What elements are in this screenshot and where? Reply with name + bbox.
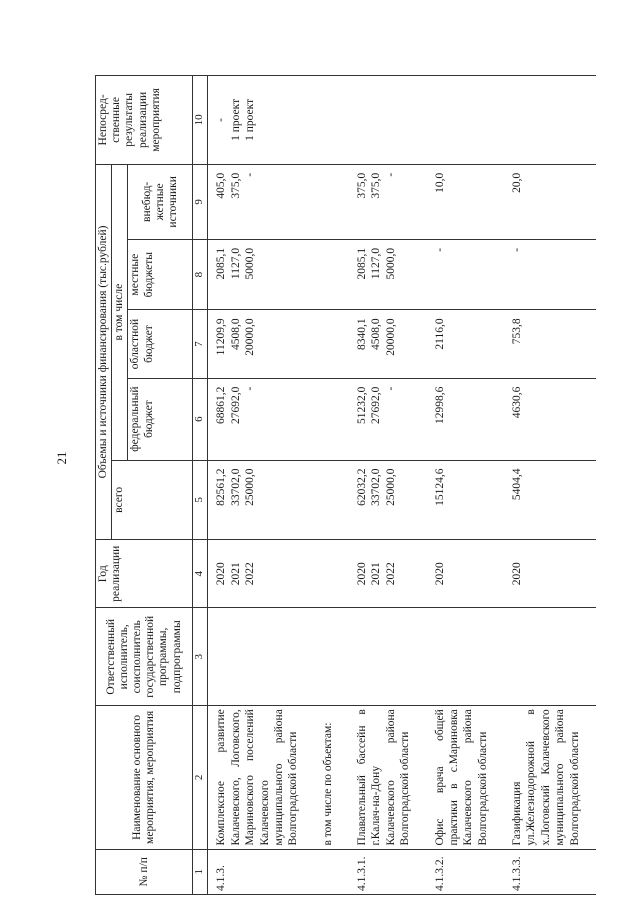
result-cell-value: 1 проект — [229, 98, 242, 141]
federal-cell-value: 68861,2 — [215, 386, 228, 425]
table-row — [208, 76, 315, 895]
header-year: Год реализации — [96, 540, 193, 608]
regional-cell — [427, 310, 505, 378]
table-body — [208, 76, 596, 895]
extrabudget-cell — [427, 164, 505, 239]
regional-cell-value: 753,8 — [511, 318, 524, 345]
extrabudget-cell-value: 375,0 — [370, 172, 383, 199]
regional-cell — [504, 310, 596, 378]
year-cell — [349, 540, 427, 608]
total-cell-value: 25000,0 — [244, 468, 257, 506]
local-cell — [427, 239, 505, 310]
federal-cell — [315, 378, 349, 460]
federal-cell-value: 4630,6 — [511, 386, 524, 419]
extrabudget-cell-value: 375,0 — [229, 172, 242, 199]
federal-cell-value: - — [244, 386, 257, 391]
federal-cell-value: - — [384, 386, 397, 391]
row-number: 4.1.3. — [208, 849, 315, 894]
federal-cell — [208, 378, 315, 460]
header-local: местные бюджеты — [128, 239, 193, 310]
col-number: 1 — [193, 849, 208, 894]
extrabudget-cell-value: - — [244, 172, 257, 177]
regional-cell-value: 11209,9 — [215, 318, 228, 356]
federal-cell-value: 12998,6 — [433, 386, 446, 425]
year-cell — [504, 540, 596, 608]
local-cell-value: 5000,0 — [384, 247, 397, 280]
regional-cell-value: 4508,0 — [229, 318, 242, 351]
year-cell — [315, 540, 349, 608]
year-cell-value: 2020 — [356, 562, 369, 586]
total-cell-value: 62032,2 — [356, 468, 369, 506]
table-row — [349, 76, 427, 895]
federal-cell — [427, 378, 505, 460]
result-cell — [208, 76, 315, 165]
year-cell — [208, 540, 315, 608]
year-cell-value: 2022 — [384, 562, 397, 586]
result-cell — [427, 76, 505, 165]
local-cell-value: 1127,0 — [370, 247, 383, 280]
extrabudget-cell-value: 10,0 — [433, 172, 446, 193]
total-cell — [315, 460, 349, 540]
financing-table — [95, 75, 596, 895]
local-cell-value: - — [433, 247, 446, 252]
total-cell — [208, 460, 315, 540]
regional-cell — [349, 310, 427, 378]
regional-cell-value: 8340,1 — [356, 318, 369, 351]
extrabudget-cell-value: 375,0 — [356, 172, 369, 199]
total-cell — [504, 460, 596, 540]
header-name: Наименование основного мероприятия, мероприятия — [96, 706, 193, 849]
local-cell — [349, 239, 427, 310]
header-including: в том числе — [112, 164, 128, 460]
year-cell-value: 2020 — [433, 562, 446, 586]
total-cell-value: 33702,0 — [229, 468, 242, 506]
regional-cell-value: 2116,0 — [433, 318, 446, 350]
col-number: 5 — [193, 460, 208, 540]
year-cell-value: 2020 — [511, 562, 524, 586]
column-numbers-row — [193, 76, 208, 895]
regional-cell-value: 20000,0 — [384, 318, 397, 356]
col-number: 7 — [193, 310, 208, 378]
responsible-cell — [427, 608, 505, 706]
total-cell-value: 82561,2 — [215, 468, 228, 506]
total-cell-value: 33702,0 — [370, 468, 383, 506]
result-cell — [349, 76, 427, 165]
year-cell-value: 2020 — [215, 562, 228, 586]
header-responsible: Ответственный исполнитель, соисполнитель государственной программы, подпрограммы — [96, 608, 193, 706]
col-number: 8 — [193, 239, 208, 310]
row-number: 4.1.3.3. — [504, 849, 596, 894]
result-cell — [504, 76, 596, 165]
header-result: Непосред-ственные результаты реализации мероприятия — [96, 76, 193, 165]
header-no: № п/п — [96, 849, 193, 894]
responsible-cell — [208, 608, 315, 706]
year-cell-value: 2022 — [244, 562, 257, 586]
local-cell-value: 2085,1 — [356, 247, 369, 280]
total-cell — [349, 460, 427, 540]
header-federal: федеральный бюджет — [128, 378, 193, 460]
extrabudget-cell — [315, 164, 349, 239]
page-number: 21 — [54, 451, 69, 465]
header-finance: Объемы и источники финансирования (тыс.рублей) — [96, 164, 112, 539]
federal-cell — [349, 378, 427, 460]
table-row — [427, 76, 505, 895]
extrabudget-cell-value: - — [384, 172, 397, 177]
extrabudget-cell — [504, 164, 596, 239]
federal-cell-value: 51232,0 — [356, 386, 369, 425]
local-cell-value: 1127,0 — [229, 247, 242, 280]
row-name: в том числе по объектам: — [315, 706, 349, 849]
local-cell — [315, 239, 349, 310]
extrabudget-cell-value: 405,0 — [215, 172, 228, 199]
row-name: Офис врача общей практики в с.Мариновка Калачевского района Волгоградской области — [427, 706, 505, 849]
federal-cell-value: 27692,0 — [370, 386, 383, 425]
regional-cell-value: 4508,0 — [370, 318, 383, 351]
header-extrabudget: внебюд-жетные источники — [128, 164, 193, 239]
extrabudget-cell — [349, 164, 427, 239]
col-number: 9 — [193, 164, 208, 239]
responsible-cell — [315, 608, 349, 706]
regional-cell — [208, 310, 315, 378]
table-row — [315, 76, 349, 895]
federal-cell-value: 27692,0 — [229, 386, 242, 425]
total-cell-value: 5404,4 — [511, 468, 524, 501]
responsible-cell — [349, 608, 427, 706]
row-name: Плавательный бассейн в г.Калач-на-Дону Калачевского района Волгоградской области — [349, 706, 427, 849]
col-number: 6 — [193, 378, 208, 460]
rotated-page — [95, 75, 595, 895]
table-row — [504, 76, 596, 895]
year-cell — [427, 540, 505, 608]
regional-cell-value: 20000,0 — [244, 318, 257, 356]
row-number: 4.1.3.2. — [427, 849, 505, 894]
total-cell-value: 25000,0 — [384, 468, 397, 506]
header-total: всего — [112, 460, 193, 540]
federal-cell — [504, 378, 596, 460]
year-cell-value: 2021 — [370, 562, 383, 586]
col-number: 4 — [193, 540, 208, 608]
result-cell-value: 1 проект — [244, 98, 257, 141]
local-cell — [208, 239, 315, 310]
extrabudget-cell — [208, 164, 315, 239]
row-name: Комплексное развитие Калачевского, Логовского, Мариновского поселений Калачевского муниципального района Волгоградской области — [208, 706, 315, 849]
total-cell-value: 15124,6 — [433, 468, 446, 506]
local-cell — [504, 239, 596, 310]
total-cell — [427, 460, 505, 540]
responsible-cell — [504, 608, 596, 706]
local-cell-value: - — [511, 247, 524, 252]
col-number: 2 — [193, 706, 208, 849]
row-name: Газификация ул.Железнодорожной в х.Логовский Калачевского муниципального района Волгоградской области — [504, 706, 596, 849]
local-cell-value: 5000,0 — [244, 247, 257, 280]
header-regional: областной бюджет — [128, 310, 193, 378]
local-cell-value: 2085,1 — [215, 247, 228, 280]
year-cell-value: 2021 — [229, 562, 242, 586]
result-cell-value: - — [215, 117, 228, 122]
result-cell — [315, 76, 349, 165]
row-number — [315, 849, 349, 894]
extrabudget-cell-value: 20,0 — [511, 172, 524, 193]
row-number: 4.1.3.1. — [349, 849, 427, 894]
regional-cell — [315, 310, 349, 378]
col-number: 3 — [193, 608, 208, 706]
col-number: 10 — [193, 76, 208, 165]
